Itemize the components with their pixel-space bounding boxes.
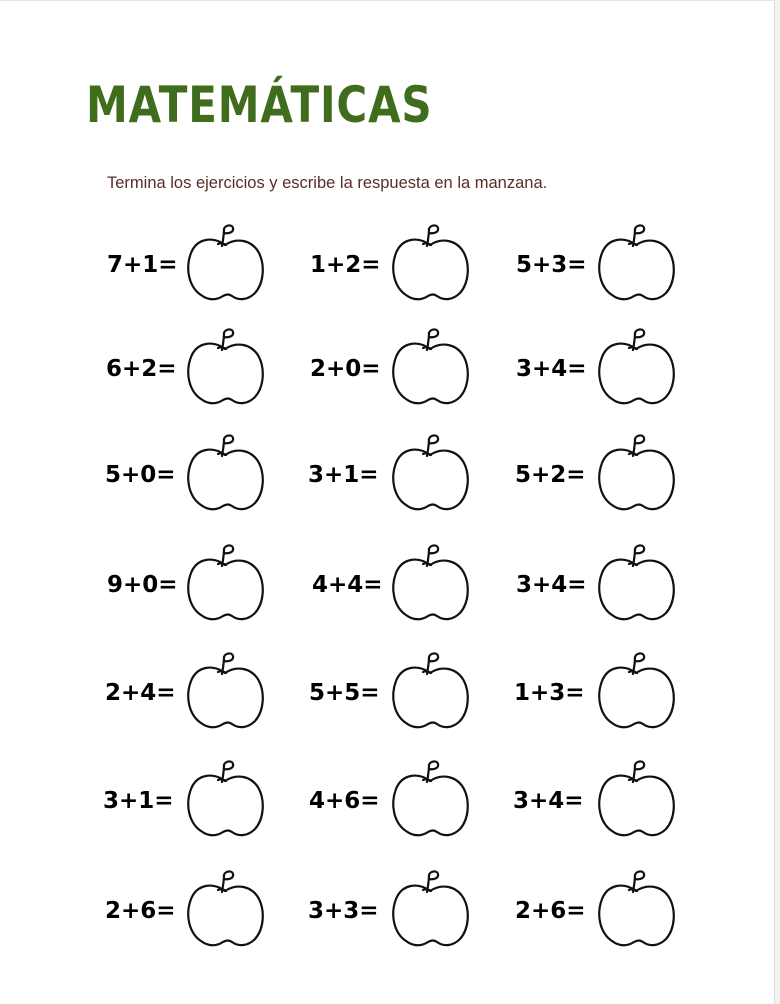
apple-outline-icon[interactable] (390, 433, 470, 515)
exercise-item (105, 759, 285, 849)
exercise-item (514, 543, 694, 633)
exercise-item (105, 651, 285, 741)
equation-label: 3+1= (103, 788, 174, 814)
apple-outline-icon[interactable] (185, 223, 265, 305)
equation-label: 3+1= (308, 462, 379, 488)
exercise-item (514, 759, 694, 849)
exercise-item (514, 651, 694, 741)
equation-label: 1+2= (310, 252, 381, 278)
equation-label: 1+3= (514, 680, 585, 706)
apple-outline-icon[interactable] (185, 433, 265, 515)
apple-outline-icon[interactable] (390, 327, 470, 409)
equation-label: 2+0= (310, 356, 381, 382)
apple-outline-icon[interactable] (185, 543, 265, 625)
exercise-item (105, 433, 285, 523)
equation-label: 6+2= (106, 356, 177, 382)
equation-label: 5+2= (515, 462, 586, 488)
exercise-item (308, 327, 488, 417)
apple-outline-icon[interactable] (390, 651, 470, 733)
exercise-item (308, 651, 488, 741)
exercise-item (308, 223, 488, 313)
apple-outline-icon[interactable] (390, 869, 470, 951)
apple-outline-icon[interactable] (390, 223, 470, 305)
exercise-item (105, 869, 285, 959)
equation-label: 4+4= (312, 572, 383, 598)
exercise-item (105, 327, 285, 417)
apple-outline-icon[interactable] (390, 543, 470, 625)
exercise-item (514, 433, 694, 523)
apple-outline-icon[interactable] (185, 327, 265, 409)
equation-label: 2+6= (105, 898, 176, 924)
equation-label: 4+6= (309, 788, 380, 814)
exercise-item (514, 869, 694, 959)
apple-outline-icon[interactable] (185, 869, 265, 951)
exercise-item (105, 223, 285, 313)
exercise-item (514, 327, 694, 417)
equation-label: 3+4= (516, 356, 587, 382)
equation-label: 2+6= (515, 898, 586, 924)
exercise-item (308, 543, 488, 633)
exercise-item (105, 543, 285, 633)
equation-label: 5+0= (105, 462, 176, 488)
equation-label: 3+4= (516, 572, 587, 598)
apple-outline-icon[interactable] (185, 759, 265, 841)
equation-label: 7+1= (107, 252, 178, 278)
equation-label: 5+5= (309, 680, 380, 706)
exercise-item (308, 869, 488, 959)
apple-outline-icon[interactable] (596, 223, 676, 305)
apple-outline-icon[interactable] (596, 869, 676, 951)
apple-outline-icon[interactable] (596, 543, 676, 625)
instruction-text: Termina los ejercicios y escribe la respuesta en la manzana. (107, 174, 548, 192)
apple-outline-icon[interactable] (596, 651, 676, 733)
exercise-item (308, 433, 488, 523)
page-title: MATEMÁTICAS (86, 76, 433, 134)
equation-label: 3+4= (513, 788, 584, 814)
apple-outline-icon[interactable] (596, 433, 676, 515)
exercise-item (514, 223, 694, 313)
equation-label: 9+0= (107, 572, 178, 598)
equation-label: 5+3= (516, 252, 587, 278)
equation-label: 2+4= (105, 680, 176, 706)
apple-outline-icon[interactable] (596, 759, 676, 841)
exercise-item (308, 759, 488, 849)
apple-outline-icon[interactable] (185, 651, 265, 733)
equation-label: 3+3= (308, 898, 379, 924)
apple-outline-icon[interactable] (390, 759, 470, 841)
apple-outline-icon[interactable] (596, 327, 676, 409)
